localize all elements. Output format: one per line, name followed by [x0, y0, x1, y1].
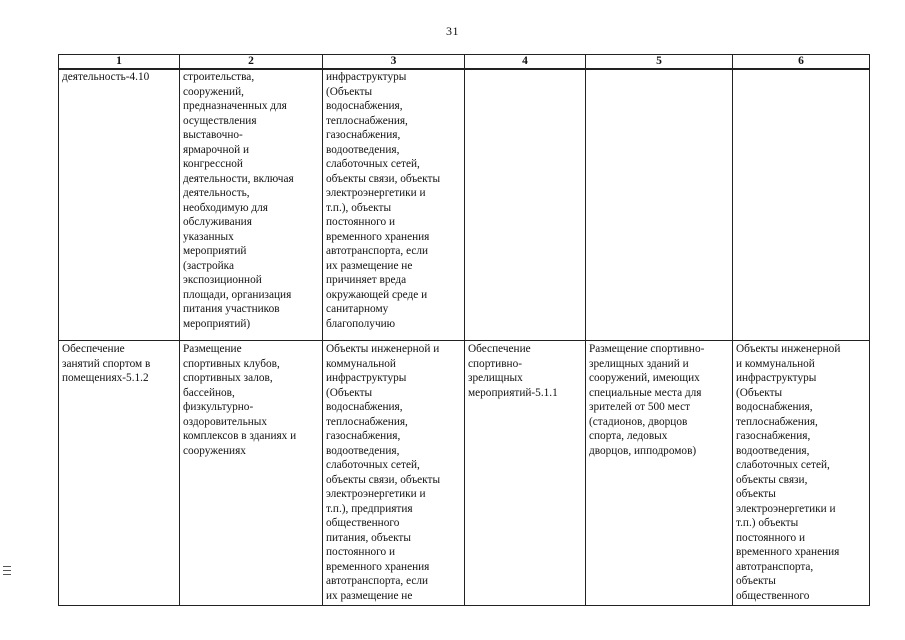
table-row	[59, 69, 870, 341]
cell-text: инфраструктуры (Объекты водоснабжения, теплоснабжения, газоснабжения, водоотведения, слаботочных сетей, объекты связи, объекты электроэнергетики и т.п.), объекты постоянного и временного хранения автотранспорта, если их размещение не причиняет вреда окружающей среде и санитарному благополучию	[326, 71, 441, 330]
table-cell	[59, 341, 180, 606]
table-cell	[586, 341, 733, 606]
cell-text: Размещение спортивно- зрелищных зданий и сооружений, имеющих специальные места для зрителей от 500 мест (стадионов, дворцов спорта, ледовых дворцов, ипподромов)	[589, 343, 705, 457]
column-header-2: 2	[180, 55, 323, 70]
table-cell	[180, 341, 323, 606]
table-cell	[465, 69, 586, 341]
table-cell	[733, 341, 870, 606]
cell-text: Обеспечение спортивно- зрелищных мероприятий-5.1.1	[468, 343, 558, 399]
table-cell	[59, 69, 180, 341]
table-cell	[586, 69, 733, 341]
margin-mark	[3, 566, 11, 567]
column-header-4: 4	[465, 55, 586, 70]
column-header-5: 5	[586, 55, 733, 70]
cell-text: Объекты инженерной и коммунальной инфраструктуры (Объекты водоснабжения, теплоснабжения, газоснабжения, водоотведения, слаботочных сетей, объекты связи, объекты электроэнергетики и т.п.) объекты постоянного и временного хранения автотранспорта, объекты общественного	[736, 343, 841, 602]
table-cell	[465, 341, 586, 606]
column-header-6: 6	[733, 55, 870, 70]
table-cell	[323, 341, 465, 606]
cell-text: деятельность-4.10	[62, 71, 150, 83]
margin-mark	[3, 570, 11, 571]
cell-text: Обеспечение занятий спортом в помещениях-5.1.2	[62, 343, 151, 384]
document-table	[58, 54, 870, 606]
table-header-row	[59, 55, 870, 70]
table-cell	[323, 69, 465, 341]
cell-text: Объекты инженерной и коммунальной инфраструктуры (Объекты водоснабжения, теплоснабжения, газоснабжения, водоотведения, слаботочных сетей, объекты связи, объекты электроэнергетики и т.п.), предприятия общественного питания, объекты постоянного и временного хранения автотранспорта, если их размещение не	[326, 343, 441, 602]
column-header-3: 3	[323, 55, 465, 70]
cell-text: строительства, сооружений, предназначенных для осуществления выставочно- ярмарочной и конгрессной деятельности, включая деятельность, необходимую для обслуживания указанных мероприятий (застройка экспозиционной площади, организация питания участников мероприятий)	[183, 71, 294, 330]
column-header-1: 1	[59, 55, 180, 70]
margin-mark	[3, 574, 11, 575]
table-cell	[733, 69, 870, 341]
page-number: 31	[446, 24, 459, 38]
table-cell	[180, 69, 323, 341]
table-row	[59, 341, 870, 606]
cell-text: Размещение спортивных клубов, спортивных залов, бассейнов, физкультурно- оздоровительных комплексов в зданиях и сооружениях	[183, 343, 297, 457]
